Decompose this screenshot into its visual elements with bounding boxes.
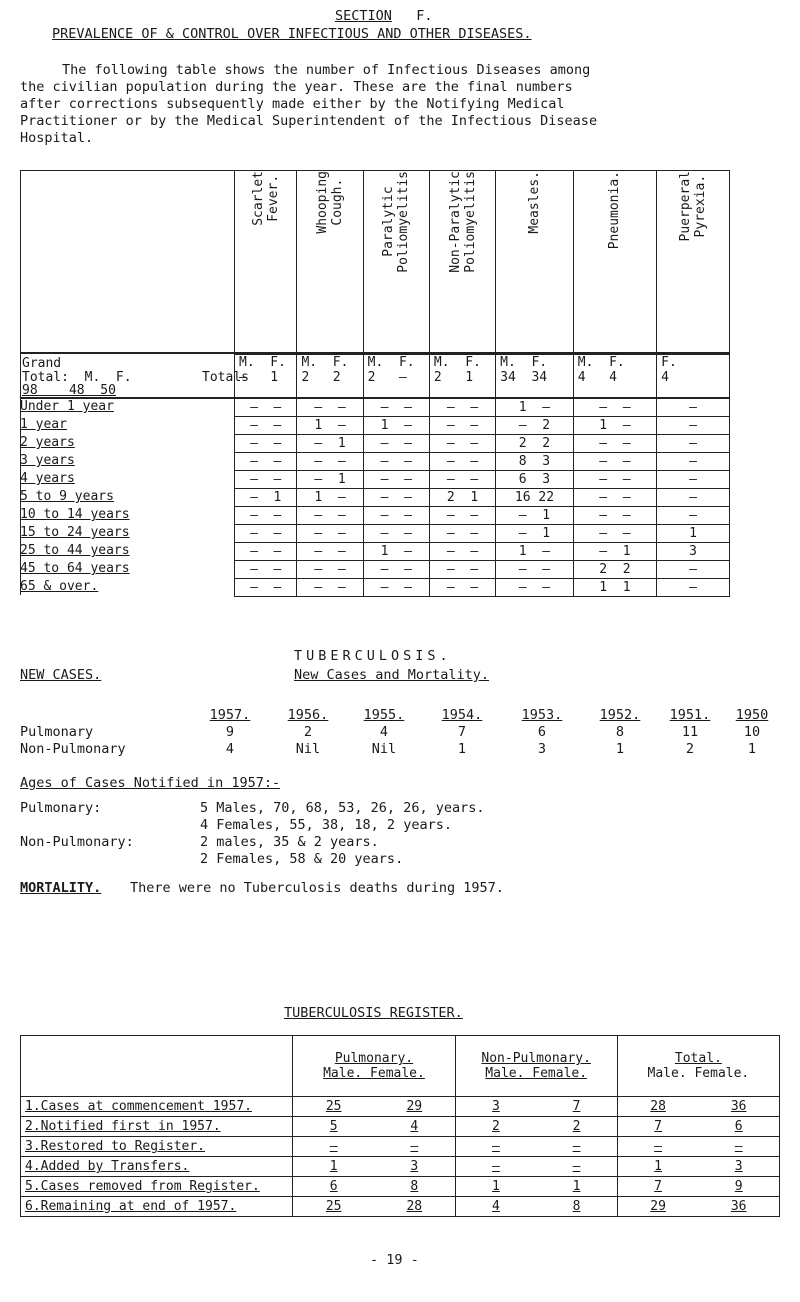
page-number: - 19 - <box>370 1252 419 1268</box>
register-pair <box>456 1099 617 1114</box>
table-row <box>235 471 730 489</box>
table-cell: – – <box>297 525 363 543</box>
register-value: 5 <box>329 1119 338 1134</box>
register-corner <box>21 1036 293 1097</box>
row-label: 45 to 64 years <box>20 561 130 576</box>
table-cell: – <box>657 579 730 597</box>
table-cell: – – <box>429 561 495 579</box>
register-row-label: 4.Added by Transfers. <box>21 1157 293 1177</box>
table-cell: – 1 <box>496 507 574 525</box>
register-pair <box>293 1199 454 1214</box>
col-header <box>496 171 574 355</box>
table-cell: – <box>657 435 730 453</box>
register-group-cell <box>293 1157 455 1177</box>
non-pulmonary-label: Non-Pulmonary <box>20 741 126 757</box>
col-header <box>657 171 730 355</box>
register-group-cell <box>455 1177 617 1197</box>
table-row <box>235 417 730 435</box>
tb-pulmonary-value: 4 <box>379 724 389 740</box>
register-value: 29 <box>406 1099 423 1114</box>
grand-total-cell: M. F. – 1 <box>235 354 297 398</box>
register-pair <box>293 1179 454 1194</box>
intro-line-5: Hospital. <box>20 130 94 146</box>
ages-non-pulmonary-2: 2 Females, 58 & 20 years. <box>200 851 404 867</box>
col-non-paralytic-polio: Non-Paralytic Poliomyelitis <box>447 171 478 273</box>
grand-total-cell: M. F. 2 2 <box>297 354 363 398</box>
table-cell: – – <box>429 435 495 453</box>
grand-total-line3: 98 48 50 <box>22 383 116 398</box>
register-title: TUBERCULOSIS REGISTER. <box>284 1005 463 1021</box>
table-cell: 2 2 <box>496 435 574 453</box>
table-cell: 3 <box>657 543 730 561</box>
table-cell: 1 <box>657 525 730 543</box>
table-cell: – – <box>573 489 656 507</box>
register-pair <box>618 1199 779 1214</box>
row-label: 4 years <box>20 471 75 486</box>
group-name: Total. <box>674 1051 722 1066</box>
register-row-label: 6.Remaining at end of 1957. <box>21 1197 293 1217</box>
table-row <box>21 1177 780 1197</box>
col-measles: Measles. <box>526 171 542 234</box>
table-cell: – 1 <box>573 543 656 561</box>
table-cell: – <box>657 471 730 489</box>
register-group-cell <box>455 1157 617 1177</box>
table-cell: 1 – <box>297 489 363 507</box>
register-row-label: 1.Cases at commencement 1957. <box>21 1097 293 1117</box>
register-value: 7 <box>654 1179 662 1194</box>
grand-total-cell: F. 4 <box>657 354 730 398</box>
table-row <box>235 543 730 561</box>
register-value: 28 <box>406 1199 423 1214</box>
col-header <box>235 171 297 355</box>
register-pair <box>456 1179 617 1194</box>
tb-pulmonary-value: 8 <box>615 724 625 740</box>
register-pair <box>456 1159 617 1174</box>
table-cell: – – <box>429 507 495 525</box>
table-cell: – – <box>297 579 363 597</box>
table-cell: – 1 <box>297 471 363 489</box>
grand-total-cell: M. F. 2 – <box>363 354 429 398</box>
table-cell: – – <box>573 525 656 543</box>
table-cell: – 1 <box>297 435 363 453</box>
table-cell: – – <box>235 543 297 561</box>
register-group-cell <box>455 1197 617 1217</box>
register-pair <box>618 1119 779 1134</box>
tb-years-value: 1950 <box>735 707 769 723</box>
tb-pulmonary-value: 6 <box>537 724 547 740</box>
register-value: 28 <box>650 1099 666 1114</box>
register-value: 36 <box>730 1199 747 1214</box>
register-value: – <box>654 1139 662 1154</box>
table-row <box>21 1157 780 1177</box>
table-cell: – – <box>363 453 429 471</box>
table-cell: – <box>657 507 730 525</box>
register-value: 1 <box>654 1159 662 1174</box>
register-value: 2 <box>572 1119 581 1134</box>
row-label: 15 to 24 years <box>20 525 130 540</box>
tb-non_pulmonary-value: 1 <box>615 741 625 757</box>
register-value: 2 <box>491 1119 500 1134</box>
tb-non_pulmonary-value: Nil <box>295 741 321 757</box>
grand-total-line2: Total: M. F. Totals <box>22 370 249 385</box>
row-label: 3 years <box>20 453 75 468</box>
ages-heading: Ages of Cases Notified in 1957:- <box>20 775 281 791</box>
table-cell: 6 3 <box>496 471 574 489</box>
table-cell: – – <box>363 435 429 453</box>
register-group-cell <box>455 1097 617 1117</box>
register-value: – <box>491 1139 500 1154</box>
register-value: – <box>410 1139 419 1154</box>
table-cell: – – <box>573 435 656 453</box>
tb-years-value: 1952. <box>599 707 641 723</box>
table-cell: – – <box>235 471 297 489</box>
register-value: 25 <box>325 1199 342 1214</box>
register-value: – <box>572 1159 581 1174</box>
register-pair <box>293 1119 454 1134</box>
table-cell: – – <box>429 525 495 543</box>
grand-total-cell: M. F. 34 34 <box>496 354 574 398</box>
ages-pulmonary-label: Pulmonary: <box>20 800 102 816</box>
group-header <box>293 1036 455 1097</box>
register-value: 29 <box>650 1199 666 1214</box>
table-cell: – – <box>363 561 429 579</box>
row-label: 10 to 14 years <box>20 507 130 522</box>
tb-years-value: 1956. <box>287 707 329 723</box>
register-value: 25 <box>325 1099 342 1114</box>
table-cell: – – <box>297 543 363 561</box>
table-cell: 8 3 <box>496 453 574 471</box>
register-pair <box>456 1139 617 1154</box>
register-group-cell <box>617 1157 779 1177</box>
table-cell: – – <box>297 561 363 579</box>
register-pair <box>293 1139 454 1154</box>
register-value: 4 <box>491 1199 500 1214</box>
register-value: – <box>329 1139 338 1154</box>
register-value: 1 <box>329 1159 338 1174</box>
col-puerperal-pyrexia: Puerperal Pyrexia. <box>678 171 709 242</box>
register-group-cell <box>617 1177 779 1197</box>
table-cell: – <box>657 453 730 471</box>
register-row-label: 5.Cases removed from Register. <box>21 1177 293 1197</box>
register-pair <box>456 1119 617 1134</box>
row-label: Under 1 year <box>20 399 114 414</box>
table-row <box>235 489 730 507</box>
table-cell: – – <box>297 398 363 417</box>
table-cell: – – <box>235 435 297 453</box>
table-row <box>235 525 730 543</box>
table-cell: – – <box>496 561 574 579</box>
infectious-diseases-table <box>234 170 730 597</box>
tb-non_pulmonary-value: 1 <box>747 741 757 757</box>
register-group-cell <box>617 1117 779 1137</box>
col-header <box>429 171 495 355</box>
table-cell: – 1 <box>496 525 574 543</box>
tb-non_pulmonary-value: 2 <box>685 741 695 757</box>
grand-total-row <box>235 354 730 398</box>
table-row <box>235 507 730 525</box>
table-cell: 1 – <box>496 398 574 417</box>
col-pneumonia: Pneumonia. <box>607 171 623 250</box>
row-label: 2 years <box>20 435 75 450</box>
tb-years-value: 1954. <box>441 707 483 723</box>
table-cell: – – <box>363 398 429 417</box>
table-cell: – – <box>429 471 495 489</box>
col-header <box>573 171 656 355</box>
ages-non-pulmonary-1: 2 males, 35 & 2 years. <box>200 834 379 850</box>
tb-title: TUBERCULOSIS. <box>294 648 452 664</box>
table-cell: 16 22 <box>496 489 574 507</box>
table-row <box>21 1137 780 1157</box>
tb-pulmonary-value: 9 <box>225 724 235 740</box>
register-pair <box>618 1139 779 1154</box>
col-header <box>297 171 363 355</box>
table-cell: 1 – <box>363 417 429 435</box>
table-cell: – – <box>429 398 495 417</box>
table-cell: 2 1 <box>429 489 495 507</box>
group-header <box>617 1036 779 1097</box>
table-cell: – – <box>297 453 363 471</box>
register-pair <box>293 1159 454 1174</box>
table-cell: – <box>657 489 730 507</box>
table-row <box>21 1117 780 1137</box>
table-cell: – <box>657 398 730 417</box>
table-row <box>235 453 730 471</box>
table-cell: – – <box>235 507 297 525</box>
table-cell: – 1 <box>235 489 297 507</box>
ages-pulmonary-1: 5 Males, 70, 68, 53, 26, 26, years. <box>200 800 485 816</box>
register-value: 3 <box>491 1099 500 1114</box>
table-cell: 1 – <box>573 417 656 435</box>
col-whooping-cough: Whooping Cough. <box>315 171 346 234</box>
register-pair <box>618 1159 779 1174</box>
row-label: 65 & over. <box>20 579 99 594</box>
tb-years-value: 1955. <box>363 707 405 723</box>
col-paralytic-polio: Paralytic Poliomyelitis <box>381 171 412 273</box>
table-cell: – <box>657 561 730 579</box>
register-value: – <box>734 1139 743 1154</box>
register-pair <box>293 1099 454 1114</box>
intro-line-4: Practitioner or by the Medical Superintendent of the Infectious Disease <box>20 113 598 129</box>
tb-subtitle: New Cases and Mortality. <box>294 667 490 683</box>
register-group-cell <box>293 1137 455 1157</box>
table-cell: – <box>657 417 730 435</box>
register-group-cell <box>293 1097 455 1117</box>
register-value: 3 <box>734 1159 743 1174</box>
tb-years-value: 1953. <box>521 707 563 723</box>
table-cell: – – <box>235 453 297 471</box>
table-cell: 1 – <box>363 543 429 561</box>
tb-non_pulmonary-value: 3 <box>537 741 547 757</box>
group-name: Non-Pulmonary. <box>481 1051 591 1066</box>
table-row <box>235 435 730 453</box>
ages-non-pulmonary-label: Non-Pulmonary: <box>20 834 134 850</box>
table-cell: – – <box>363 489 429 507</box>
row-label: 5 to 9 years <box>20 489 114 504</box>
register-value: 8 <box>410 1179 419 1194</box>
table-cell: – – <box>573 471 656 489</box>
register-group-cell <box>617 1097 779 1117</box>
table-cell: – – <box>363 507 429 525</box>
table-cell: – 2 <box>496 417 574 435</box>
tb-non_pulmonary-value: 1 <box>457 741 467 757</box>
register-value: 6 <box>734 1119 743 1134</box>
table-cell: – – <box>363 579 429 597</box>
table-cell: – – <box>429 417 495 435</box>
register-value: 1 <box>572 1179 581 1194</box>
register-value: 3 <box>410 1159 419 1174</box>
table-cell: 1 1 <box>573 579 656 597</box>
register-body <box>21 1097 780 1217</box>
register-row-label: 2.Notified first in 1957. <box>21 1117 293 1137</box>
pulmonary-label: Pulmonary <box>20 724 94 740</box>
section-word: SECTION <box>335 8 392 24</box>
table-cell: – – <box>573 507 656 525</box>
page-heading: PREVALENCE OF & CONTROL OVER INFECTIOUS AND OTHER DISEASES. <box>52 26 532 42</box>
register-row-label: 3.Restored to Register. <box>21 1137 293 1157</box>
register-group-cell <box>455 1137 617 1157</box>
mortality-label: MORTALITY. <box>20 880 102 896</box>
register-group-cell <box>293 1197 455 1217</box>
section-label <box>335 8 433 24</box>
table-row <box>21 1097 780 1117</box>
register-pair <box>618 1179 779 1194</box>
table-cell: – – <box>235 398 297 417</box>
grand-total-line1: Grand <box>22 356 62 371</box>
table-row <box>21 1197 780 1217</box>
register-value: 1 <box>491 1179 500 1194</box>
group-sub: Male. Female. <box>323 1066 425 1081</box>
table-cell: 1 – <box>297 417 363 435</box>
group-sub: Male. Female. <box>647 1066 750 1081</box>
register-value: 8 <box>572 1199 581 1214</box>
tb-years-value: 1957. <box>209 707 251 723</box>
mortality-text: There were no Tuberculosis deaths during 1957. <box>130 880 504 896</box>
tb-non_pulmonary-value: 4 <box>225 741 235 757</box>
section-letter: F. <box>416 8 433 24</box>
table-cell: 2 2 <box>573 561 656 579</box>
register-value: 7 <box>654 1119 662 1134</box>
tb-pulmonary-value: 2 <box>303 724 313 740</box>
intro-line-1: The following table shows the number of Infectious Diseases among <box>62 62 591 78</box>
tb-years-value: 1951. <box>669 707 711 723</box>
register-pair <box>456 1199 617 1214</box>
grand-total-cell: M. F. 4 4 <box>573 354 656 398</box>
table-cell: – – <box>429 453 495 471</box>
register-group-cell <box>617 1197 779 1217</box>
intro-line-2: the civilian population during the year. These are the final numbers <box>20 79 573 95</box>
table-cell: – – <box>573 398 656 417</box>
table-cell: – – <box>235 579 297 597</box>
register-value: 9 <box>734 1179 743 1194</box>
new-cases-label: NEW CASES. <box>20 667 102 683</box>
table-cell: – – <box>496 579 574 597</box>
ages-pulmonary-2: 4 Females, 55, 38, 18, 2 years. <box>200 817 452 833</box>
register-group-cell <box>617 1137 779 1157</box>
table-cell: – – <box>235 561 297 579</box>
register-group-cell <box>455 1117 617 1137</box>
table-row <box>235 579 730 597</box>
table-cell: – – <box>363 471 429 489</box>
tb-pulmonary-value: 7 <box>457 724 467 740</box>
register-value: – <box>491 1159 500 1174</box>
row-label: 25 to 44 years <box>20 543 130 558</box>
group-sub: Male. Female. <box>485 1066 588 1081</box>
table-cell: – – <box>429 579 495 597</box>
intro-line-3: after corrections subsequently made either by the Notifying Medical <box>20 96 565 112</box>
table-row <box>235 398 730 417</box>
table-cell: – – <box>235 417 297 435</box>
tb-non_pulmonary-value: Nil <box>371 741 397 757</box>
tb-pulmonary-value: 10 <box>743 724 761 740</box>
register-value: 36 <box>730 1099 747 1114</box>
tb-pulmonary-value: 11 <box>681 724 699 740</box>
register-value: 7 <box>572 1099 581 1114</box>
tb-register-table <box>20 1035 780 1217</box>
table-row <box>235 561 730 579</box>
register-group-cell <box>293 1117 455 1137</box>
col-header <box>363 171 429 355</box>
grand-total-cell: M. F. 2 1 <box>429 354 495 398</box>
table-cell: – – <box>429 543 495 561</box>
register-value: – <box>572 1139 581 1154</box>
col-scarlet-fever: Scarlet Fever. <box>250 171 281 226</box>
table-cell: – – <box>573 453 656 471</box>
table-cell: – – <box>363 525 429 543</box>
row-label: 1 year <box>20 417 67 432</box>
table-cell: 1 – <box>496 543 574 561</box>
table-cell: – – <box>235 525 297 543</box>
register-group-cell <box>293 1177 455 1197</box>
register-pair <box>618 1099 779 1114</box>
group-name: Pulmonary. <box>334 1051 414 1066</box>
register-value: 6 <box>329 1179 338 1194</box>
register-value: 4 <box>410 1119 419 1134</box>
group-header <box>455 1036 617 1097</box>
table-cell: – – <box>297 507 363 525</box>
